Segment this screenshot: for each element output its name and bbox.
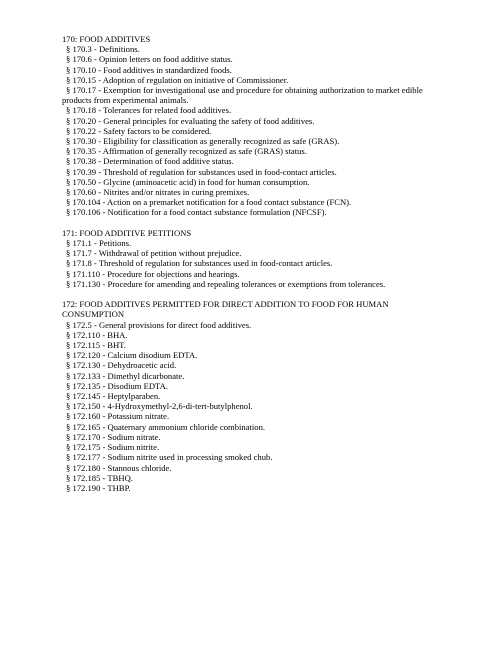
section-entry: § 172.115 - BHT. xyxy=(66,340,126,351)
document-page xyxy=(62,34,432,493)
section-entry: § 170.50 - Glycine (aminoacetic acid) in food for human consumption. xyxy=(66,176,310,187)
section-entry: § 171.7 - Withdrawal of petition without prejudice. xyxy=(66,248,242,259)
section-entry: § 172.165 - Quaternary ammonium chloride combination. xyxy=(66,421,266,432)
section-entry: § 172.120 - Calcium disodium EDTA. xyxy=(66,350,198,361)
section-entry: § 170.35 - Affirmation of generally recognized as safe (GRAS) status. xyxy=(66,146,307,157)
section-entry: § 170.15 - Adoption of regulation on initiative of Commissioner. xyxy=(66,74,289,85)
section-entry: § 171.1 - Petitions. xyxy=(66,238,132,249)
section-entry: § 172.160 - Potassium nitrate. xyxy=(66,411,170,422)
section-entry: § 170.106 - Notification for a food contact substance formulation (NFCSF). xyxy=(66,207,327,218)
section-entry: § 172.175 - Sodium nitrite. xyxy=(66,442,160,453)
section-entry: § 170.18 - Tolerances for related food additives. xyxy=(66,105,232,116)
section-entry: § 171.110 - Procedure for objections and hearings. xyxy=(66,268,240,279)
part-title: 171: FOOD ADDITIVE PETITIONS xyxy=(62,227,192,238)
section-entry: § 172.185 - TBHQ. xyxy=(66,472,133,483)
part-title: 170: FOOD ADDITIVES xyxy=(62,34,151,44)
part-171 xyxy=(62,228,432,289)
section-entry: § 172.133 - Dimethyl dicarbonate. xyxy=(66,370,185,381)
section-entry: § 172.180 - Stannous chloride. xyxy=(66,462,172,473)
section-entry: § 170.39 - Threshold of regulation for substances used in food-contact articles. xyxy=(66,166,337,177)
section-entry: § 170.6 - Opinion letters on food additive status. xyxy=(66,54,233,65)
part-172 xyxy=(62,299,432,493)
section-entry: § 170.17 - Exemption for investigational use and procedure for obtaining authorization to market edible products from experimental animals. xyxy=(62,85,423,106)
part-title: 172: FOOD ADDITIVES PERMITTED FOR DIRECT ADDITION TO FOOD FOR HUMAN CONSUMPTION xyxy=(62,299,389,320)
section-entry: § 170.10 - Food additives in standardized foods. xyxy=(66,64,232,75)
section-entry: § 172.5 - General provisions for direct food additives. xyxy=(66,319,252,330)
section-entry: § 170.20 - General principles for evaluating the safety of food additives. xyxy=(66,115,315,126)
section-entry: § 170.60 - Nitrites and/or nitrates in curing premixes. xyxy=(66,187,250,198)
section-entry: § 171.8 - Threshold of regulation for substances used in food-contact articles. xyxy=(66,258,333,269)
section-entry: § 172.135 - Disodium EDTA. xyxy=(66,380,168,391)
section-entry: § 170.22 - Safety factors to be considered. xyxy=(66,125,212,136)
section-entry: § 172.177 - Sodium nitrite used in processing smoked chub. xyxy=(66,452,273,463)
section-entry: § 170.104 - Action on a premarket notification for a food contact substance (FCN). xyxy=(66,197,352,208)
section-entry: § 172.145 - Heptylparaben. xyxy=(66,391,161,402)
section-entry: § 170.38 - Determination of food additive status. xyxy=(66,156,234,167)
section-entry: § 171.130 - Procedure for amending and repealing tolerances or exemptions from tolerances. xyxy=(66,278,386,289)
section-entry: § 172.130 - Dehydroacetic acid. xyxy=(66,360,177,371)
section-entry: § 172.190 - THBP. xyxy=(66,482,131,493)
section-entry: § 170.30 - Eligibility for classification as generally recognized as safe (GRAS). xyxy=(66,136,340,147)
section-entry: § 170.3 - Definitions. xyxy=(66,44,140,55)
section-entry: § 172.170 - Sodium nitrate. xyxy=(66,431,161,442)
part-170 xyxy=(62,34,432,218)
section-entry: § 172.150 - 4-Hydroxymethyl-2,6-di-tert-butylphenol. xyxy=(66,401,253,412)
section-entry: § 172.110 - BHA. xyxy=(66,329,128,340)
